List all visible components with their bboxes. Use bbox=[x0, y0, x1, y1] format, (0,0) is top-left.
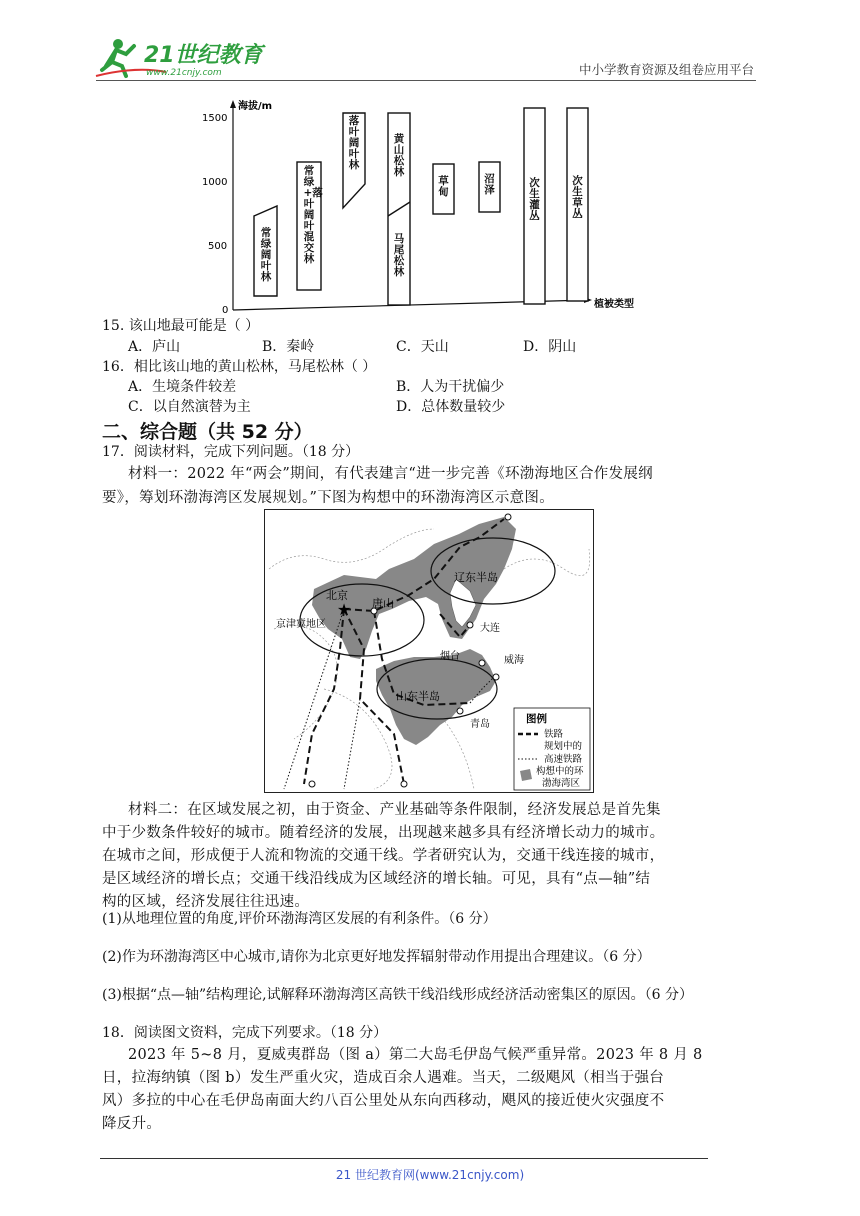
header-platform-name: 中小学教育资源及组卷应用平台 bbox=[578, 62, 754, 77]
bohai-bay-map bbox=[264, 509, 594, 793]
q18-line1: 2023 年 5~8 月，夏威夷群岛（图 a）第二大岛毛伊岛气候严重异常。2023 年 8 月 8 bbox=[128, 1047, 703, 1063]
bar-label-4: 马尾松林 bbox=[393, 233, 405, 278]
q17-stem: 17．阅读材料，完成下列问题。（18 分） bbox=[102, 444, 360, 460]
bar-label-0: 常绿阔叶林 bbox=[260, 227, 272, 283]
q15-stem: 15. 该山地最可能是（ ） bbox=[102, 318, 260, 334]
q15-option-c[interactable]: C．天山 bbox=[396, 339, 449, 355]
label-beijing: 北京 bbox=[326, 589, 348, 602]
q17-material1-line2: 要》，筹划环渤海湾区发展规划。”下图为构想中的环渤海湾区示意图。 bbox=[102, 490, 555, 506]
label-liaodong: 辽东半岛 bbox=[454, 571, 498, 584]
q17-sub1: (1)从地理位置的角度,评价环渤海湾区发展的有利条件。（6 分） bbox=[102, 911, 497, 927]
logo-url: www.21cnjy.com bbox=[146, 68, 222, 78]
bar-label-1: 常绿+落叶阔叶混交林 bbox=[303, 165, 323, 265]
legend-area-1: 构想中的环 bbox=[536, 766, 584, 777]
bar-label-5: 草甸 bbox=[438, 175, 449, 198]
q17-material1-line1: 材料一：2022 年“两会”期间，有代表建言“进一步完善《环渤海地区合作发展纲 bbox=[128, 466, 653, 482]
q16-stem: 16．相比该山地的黄山松林，马尾松林（ ） bbox=[102, 359, 377, 375]
q17-material2-line1: 材料二：在区域发展之初，由于资金、产业基础等条件限制，经济发展总是首先集 bbox=[128, 802, 661, 818]
chart-tick-0: 0 bbox=[222, 305, 229, 316]
q17-material2-line2: 中于少数条件较好的城市。随着经济的发展，出现越来越多具有经济增长动力的城市。 bbox=[102, 825, 665, 841]
vegetation-elevation-chart bbox=[200, 96, 680, 318]
label-jingjinji: 京津冀地区 bbox=[276, 619, 326, 630]
q18-line4: 降反升。 bbox=[102, 1116, 162, 1132]
q17-sub2: (2)作为环渤海湾区中心城市,请你为北京更好地发挥辐射带动作用提出合理建议。（6 分） bbox=[102, 949, 651, 965]
logo-text: 21世纪教育 bbox=[144, 43, 263, 68]
label-shandong: 山东半岛 bbox=[396, 690, 440, 703]
q17-sub3: (3)根据“点—轴”结构理论,试解释环渤海湾区高铁干线沿线形成经济活动密集区的原因。（6 分） bbox=[102, 987, 693, 1003]
q18-line2: 日，拉海纳镇（图 b）发生严重火灾，造成百余人遇难。当天，二级飓风（相当于强台 bbox=[102, 1070, 665, 1086]
bar-label-7: 次生灌丛 bbox=[529, 177, 540, 222]
chart-xlabel: 植被类型 bbox=[594, 299, 634, 310]
bar-label-2: 落叶阔叶林 bbox=[348, 115, 360, 171]
chart-tick-1500: 1500 bbox=[202, 113, 228, 124]
chart-tick-500: 500 bbox=[208, 241, 228, 252]
bar-label-8: 次生草丛 bbox=[572, 175, 583, 220]
legend-title: 图例 bbox=[526, 713, 547, 725]
label-qingdao: 青岛 bbox=[470, 719, 490, 730]
header-divider bbox=[96, 80, 756, 81]
legend-area-icon bbox=[520, 769, 532, 781]
q16-option-b[interactable]: B．人为干扰偏少 bbox=[396, 379, 505, 395]
q16-option-c[interactable]: C．以自然演替为主 bbox=[128, 399, 251, 415]
q15-option-d[interactable]: D．阴山 bbox=[523, 339, 577, 355]
q15-option-b[interactable]: B．秦岭 bbox=[262, 339, 315, 355]
q18-line3: 风）多拉的中心在毛伊岛南面大约八百公里处从东向西移动，飓风的接近使火灾强度不 bbox=[102, 1093, 665, 1109]
label-tangshan: 唐山 bbox=[372, 597, 394, 610]
q16-option-a[interactable]: A．生境条件较差 bbox=[128, 379, 237, 395]
bar-label-3: 黄山松林 bbox=[393, 133, 405, 178]
footer-text[interactable]: 21 世纪教育网(www.21cnjy.com) bbox=[335, 1168, 525, 1182]
bar-label-6: 沼泽 bbox=[484, 173, 495, 196]
site-logo bbox=[96, 36, 266, 80]
q17-material2-line3: 在城市之间，形成便于人流和物流的交通干线。学者研究认为，交通干线连接的城市， bbox=[102, 848, 665, 864]
chart-ylabel: 海拔/m bbox=[238, 101, 273, 112]
section-title: 二、综合题（共 52 分） bbox=[102, 421, 313, 443]
chart-tick-1000: 1000 bbox=[202, 177, 228, 188]
label-dalian: 大连 bbox=[480, 623, 500, 634]
q16-option-d[interactable]: D．总体数量较少 bbox=[396, 399, 506, 415]
q15-option-a[interactable]: A．庐山 bbox=[128, 339, 181, 355]
legend-area-2: 渤海湾区 bbox=[542, 778, 581, 789]
q17-material2-line5: 构的区域，经济发展往往迅速。 bbox=[102, 894, 310, 910]
q17-material2-line4: 是区域经济的增长点；交通干线沿线成为区域经济的增长轴。可见，具有“点—轴”结 bbox=[102, 871, 651, 887]
beijing-star-icon: ★ bbox=[336, 600, 352, 619]
legend-hsr-2: 高速铁路 bbox=[544, 754, 583, 765]
q18-stem: 18．阅读图文资料，完成下列要求。（18 分） bbox=[102, 1025, 388, 1041]
label-yantai: 烟台 bbox=[440, 651, 460, 662]
legend-hsr-1: 规划中的 bbox=[544, 741, 583, 752]
legend-railway: 铁路 bbox=[544, 729, 564, 740]
footer-divider bbox=[100, 1158, 708, 1159]
label-weihai: 威海 bbox=[504, 655, 524, 666]
